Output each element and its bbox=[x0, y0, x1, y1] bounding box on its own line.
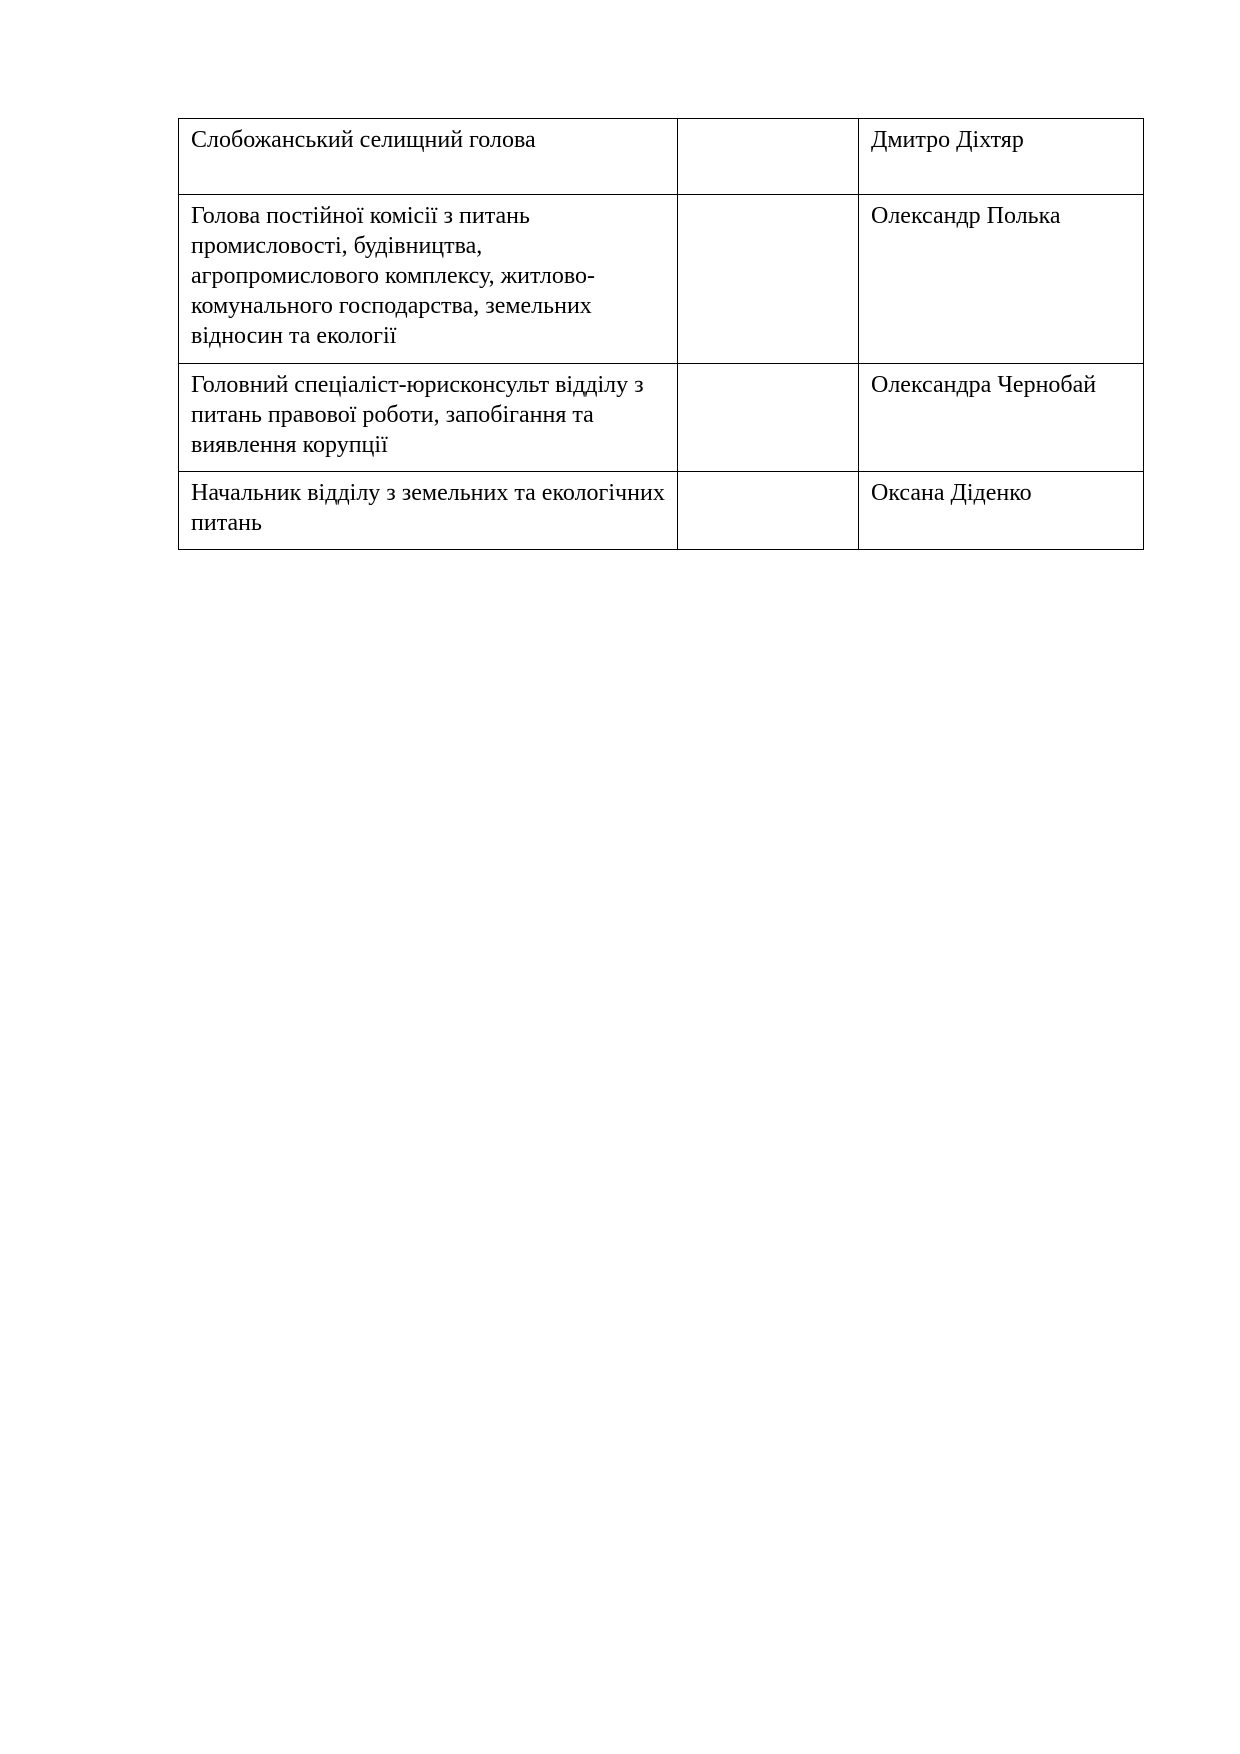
signature-cell bbox=[678, 472, 859, 550]
table-row bbox=[179, 119, 1144, 195]
signature-cell bbox=[678, 195, 859, 364]
position-cell: Слобожанський селищний голова bbox=[179, 119, 678, 195]
position-cell: Голова постійної комісії з питань промисловості, будівництва, агропромислового комплексу, житлово-комунального господарства, земельних відносин та екології bbox=[179, 195, 678, 364]
table-row bbox=[179, 472, 1144, 550]
table-row bbox=[179, 364, 1144, 472]
signature-cell bbox=[678, 119, 859, 195]
name-cell: Олександра Чернобай bbox=[859, 364, 1144, 472]
name-cell: Оксана Діденко bbox=[859, 472, 1144, 550]
name-cell: Олександр Полька bbox=[859, 195, 1144, 364]
signatories-table bbox=[178, 118, 1144, 550]
position-cell: Головний спеціаліст-юрисконсульт відділу з питань правової роботи, запобігання та виявлення корупції bbox=[179, 364, 678, 472]
position-cell: Начальник відділу з земельних та екологічних питань bbox=[179, 472, 678, 550]
signature-cell bbox=[678, 364, 859, 472]
table-row bbox=[179, 195, 1144, 364]
name-cell: Дмитро Діхтяр bbox=[859, 119, 1144, 195]
